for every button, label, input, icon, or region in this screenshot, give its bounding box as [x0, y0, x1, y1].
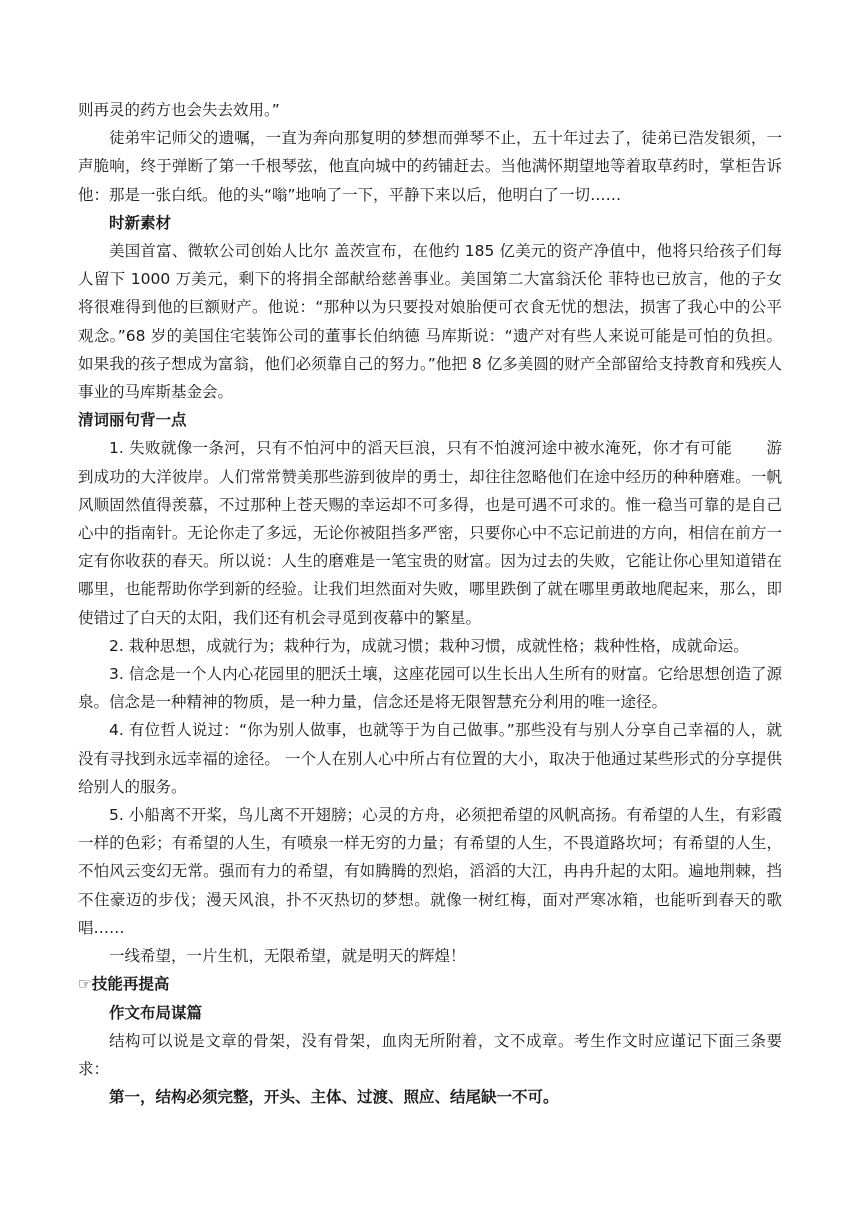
subheading-composition-layout: 作文布局谋篇: [109, 1003, 203, 1022]
sentence-closing: 一线希望，一片生机，无限希望，就是明天的辉煌！: [109, 947, 466, 966]
paragraph-story-end: 则再灵的药方也会失去效用。”: [78, 101, 280, 119]
section-heading-current-material: 时新素材: [109, 213, 172, 232]
sentence-item-1: [78, 434, 782, 631]
sentence-item-4: 4. 有位哲人说过：“你为别人做事，也就等于为自己做事。”那些没有与别人分享自己幸福的人，就没有寻找到永远幸福的途径。 一个人在别人心中所占有位置的大小，取决于他通过某些形式的分享提供给别人的服务。: [78, 721, 782, 796]
sentence-item-1-part-b: 游到成功的大洋彼岸。人们常常赞美那些游到彼岸的勇士，却往往忽略他们在途中经历的种种磨难。一帆风顺固然值得羡慕，不过那种上苍天赐的幸运却不可多得，也是可遇不可求的。惟一稳当可靠的是自己心中的指南针。无论你走了多远，无论你被阻挡多严密，只要你心中不忘记前进的方向，相信在前方一定有你收获的春天。所以说：人生的磨难是一笔宝贵的财富。因为过去的失败，它能让你心里知道错在哪里，也能帮助你学到新的经验。让我们坦然面对失败，哪里跌倒了就在哪里勇敢地爬起来，那么，即使错过了白天的太阳，我们还有机会寻觅到夜幕中的繁星。: [78, 439, 782, 627]
paragraph-story-conclusion: 徒弟牢记师父的遗嘱，一直为奔向那复明的梦想而弹琴不止，五十年过去了，徒弟已浩发银须，一声脆响，终于弹断了第一千根琴弦，他直向城中的药铺赶去。当他满怀期望地等着取草药时，掌柜告诉他：那是一张白纸。他的头“嗡”地响了一下，平静下来以后，他明白了一切……: [78, 129, 782, 204]
section-heading-beautiful-sentences: 清词丽句背一点: [78, 411, 187, 430]
paragraph-structure-rule-1: 第一，结构必须完整，开头、主体、过渡、照应、结尾缺一不可。: [109, 1088, 559, 1107]
document-page: [78, 96, 782, 1111]
section-heading-skill-improvement: ☞技能再提高: [78, 975, 170, 994]
paragraph-structure-intro: 结构可以说是文章的骨架，没有骨架，血肉无所附着，文不成章。考生作文时应谨记下面三条要求：: [78, 1031, 782, 1078]
sentence-item-5: 5. 小船离不开桨，鸟儿离不开翅膀；心灵的方舟，必须把希望的风帆高扬。有希望的人生，有彩霞一样的色彩；有希望的人生，有喷泉一样无穷的力量；有希望的人生，不畏道路坎坷；有希望的人生，不怕风云变幻无常。强而有力的希望，有如腾腾的烈焰，滔滔的大江，冉冉升起的太阳。遍地荆棘，挡不住豪迈的步伐；漫天风浪，扑不灭热切的梦想。就像一树红梅，面对严寒冰箱，也能听到春天的歌唱……: [78, 806, 783, 937]
sentence-item-2: 2. 栽种思想，成就行为；栽种行为，成就习惯；栽种习惯，成就性格；栽种性格，成就命运。: [109, 636, 749, 655]
sentence-item-3: 3. 信念是一个人内心花园里的肥沃土壤，这座花园可以生长出人生所有的财富。它给思想创造了源泉。信念是一种精神的物质，是一种力量，信念还是将无限智慧充分利用的唯一途径。: [78, 665, 783, 712]
sentence-item-1-part-a: 1. 失败就像一条河，只有不怕河中的滔天巨浪，只有不怕渡河途中被水淹死，你才有可能: [109, 439, 733, 458]
paragraph-current-material: 美国首富、微软公司创始人比尔 盖茨宣布，在他约 185 亿美元的资产净值中，他将只给孩子们每人留下 1000 万美元，剩下的将捐全部献给慈善事业。美国第二大富翁沃伦 菲特也已放言，他的子女将很难得到他的巨额财产。他说：“那种以为只要投对娘胎便可衣食无忧的想法，损害了我心中的公平观念。”68 岁的美国住宅装饰公司的董事长伯纳德 马库斯说：“遗产对有些人来说可能是可怕的负担。如果我的孩子想成为富翁，他们必须靠自己的努力。”他把 8 亿多美圆的财产全部留给支持教育和残疾人事业的马库斯基金会。: [78, 242, 782, 402]
